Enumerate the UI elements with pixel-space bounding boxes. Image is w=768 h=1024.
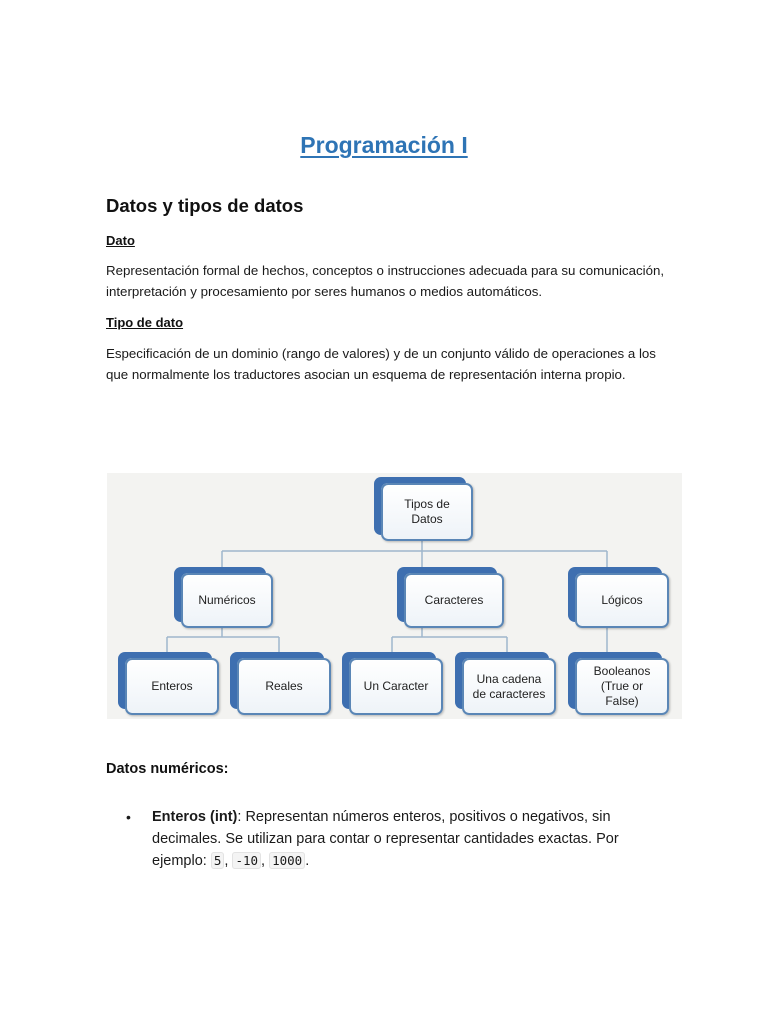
numeric-types-list [106,807,646,873]
node-reales: Reales [237,658,331,715]
node-logicos: Lógicos [575,573,669,628]
dato-heading: Dato [106,233,135,248]
node-enteros: Enteros [125,658,219,715]
example-minus-10: -10 [232,852,261,869]
separator-2: , [261,853,270,869]
bullet-icon: • [126,809,131,825]
numeric-data-heading: Datos numéricos: [106,761,229,777]
term-enteros: Enteros (int) [152,809,238,825]
example-1000: 1000 [269,852,305,869]
list-item-enteros [106,807,646,873]
dato-definition: Representación formal de hechos, conceptos o instrucciones adecuada para su comunicación, interpretación y procesamiento por seres humanos o medios automáticos. [106,263,665,299]
document-title: Programación I [300,132,468,158]
data-types-diagram [107,473,682,719]
node-un-caracter: Un Caracter [349,658,443,715]
enteros-description: : Representan números enteros, positivos o negativos, sin decimales. Se utilizan para contar o representar cantidades exactas. Por ejemplo: [152,809,619,869]
node-caracteres: Caracteres [404,573,504,628]
tipo-de-dato-heading: Tipo de dato [106,315,184,330]
separator-1: , [224,853,233,869]
node-booleanos: Booleanos (True or False) [575,658,669,715]
example-5: 5 [211,852,225,869]
tipo-de-dato-definition: Especificación de un dominio (rango de valores) y de un conjunto válido de operaciones a los que normalmente los traductores asocian un esquema de representación interna propio. [106,346,656,382]
node-numericos: Numéricos [181,573,273,628]
node-tipos-de-datos: Tipos de Datos [381,483,473,541]
node-una-cadena: Una cadena de caracteres [462,658,556,715]
end-period: . [305,853,310,869]
section-heading: Datos y tipos de datos [106,195,304,216]
